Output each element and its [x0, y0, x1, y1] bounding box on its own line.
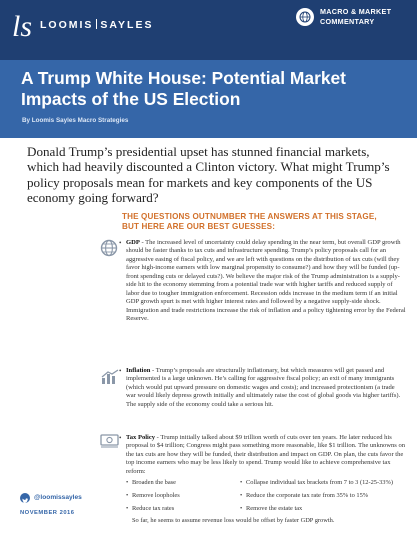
bullet-term: GDP [126, 239, 140, 246]
masthead [0, 0, 417, 60]
bullet-dot: • [119, 434, 122, 442]
brand-divider [96, 19, 97, 29]
bullet-dot: • [119, 239, 122, 247]
bullet-inflation [119, 367, 406, 409]
bullet-term: Inflation [126, 367, 151, 374]
series-label [320, 7, 412, 26]
bullet-tax-policy [119, 434, 406, 476]
bullet-text: - Trump initially talked about $9 trillion worth of cuts over ten years. He later reduced his proposal to $4 trillion; Congress might pass something more reasonable, like $1 trillion. The unknowns on the tax cuts are how they will be funded, their distribution and impact on GDP. On plan, the cuts favor the top income earners who may be less likely to spend. Trump would like to achieve comprehensive tax reform: [126, 434, 406, 475]
series-line-1: MACRO & MARKET [320, 7, 392, 16]
bullet-text: - Trump’s proposals are structurally inflationary, but which measures will get passed and implemented is a large unknown. He’s calling for aggressive fiscal policy; an exit of many immigrants (which would put upward pressure on domestic wages and costs); and increased protectionism (a trade war would likely depress growth initially and ultimately raise the cost of global goods via higher tariffs). The supply side of the economy could take a serious hit. [126, 367, 401, 408]
brand-left: LOOMIS [40, 19, 94, 31]
lede-paragraph: Donald Trump’s presidential upset has stunned financial markets, which had heavily discounted a Clinton victory. What might Trump’s policy proposals mean for markets and key components of the US economy going forward? [27, 144, 390, 206]
list-item: • Reduce tax rates [126, 504, 175, 512]
bar-chart-icon [100, 369, 120, 385]
publication-date: NOVEMBER 2016 [20, 510, 75, 516]
globe-icon [100, 239, 118, 257]
tax-reform-list-right [240, 479, 416, 518]
twitter-icon [20, 493, 30, 503]
list-item: • Remove the estate tax [240, 504, 303, 512]
bullet-dot: • [119, 367, 122, 375]
money-icon [100, 432, 120, 448]
section-heading-line-2: BUT HERE ARE OUR BEST GUESSES: [122, 221, 276, 231]
bullet-term: Tax Policy [126, 434, 156, 441]
twitter-handle[interactable]: @loomissayles [34, 494, 82, 501]
list-item: • Broaden the base [126, 479, 177, 486]
tax-reform-list-left [126, 479, 242, 518]
list-item: • Collapse individual tax brackets from 7 to 3 (12-25-33%) [240, 479, 393, 486]
section-heading [122, 212, 402, 232]
bullet-text: - The increased level of uncertainty could delay spending in the near term, but overall GDP growth should be faster thanks to tax cuts and infrastructure spending. Trump’s policy proposals call for an aggressive easing of fiscal policy, and we are left with questions on the distribution of tax cuts (will they favor high-income earners with low marginal propensity to consume?) and how they will be funded (up-front spending cuts or delayed cuts?). We believe the major risk of the Trump administration is a supply-side hit to the economy stemming from a potential trade war with higher tariffs and reduced supply of labor due to tougher immigration enforcement. Recession odds increase in the medium term if an initial GDP growth spurt is met with higher interest rates and followed by a negative supply-side shock. Immigration and trade restrictions increase the risk of inflation and a policy tightening error by the Federal Reserve. [126, 239, 406, 323]
list-item: • Reduce the corporate tax rate from 35% to 15% [240, 491, 369, 499]
brand-wordmark [40, 19, 153, 31]
page-title: A Trump White House: Potential Market Impacts of the US Election [21, 68, 346, 109]
closing-paragraph: So far, he seems to assume revenue loss would be offset by faster GDP growth. [132, 517, 335, 524]
globe-badge-icon [296, 8, 314, 26]
brand-right: SAYLES [100, 19, 154, 31]
loomis-sayles-monogram-icon: ls [11, 10, 32, 43]
byline: By Loomis Sayles Macro Strategies [22, 117, 129, 124]
list-item: • Remove loopholes [126, 491, 180, 499]
section-heading-line-1: THE QUESTIONS OUTNUMBER THE ANSWERS AT THIS STAGE, [122, 212, 377, 221]
bullet-gdp [119, 239, 406, 324]
series-line-2: COMMENTARY [320, 16, 375, 26]
